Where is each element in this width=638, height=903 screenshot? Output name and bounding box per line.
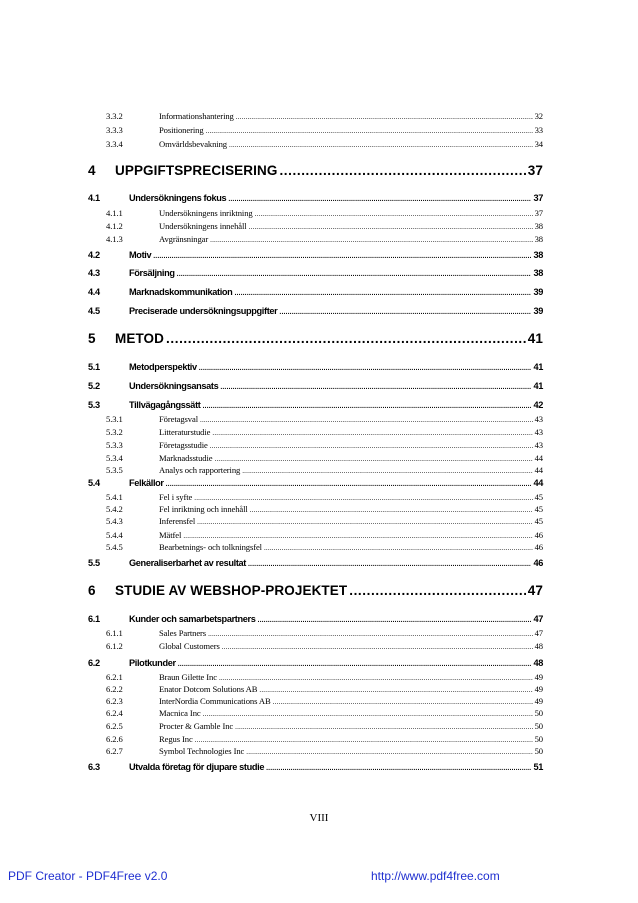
toc-entry-page: 48	[534, 641, 543, 651]
toc-dot-leader	[236, 113, 533, 121]
toc-entry-level-2[interactable]	[88, 614, 543, 624]
toc-entry-number: 5.4.4	[106, 530, 123, 540]
toc-entry-number: 6.3	[88, 762, 100, 772]
toc-dot-leader	[178, 661, 532, 668]
toc-entry-page: 50	[534, 708, 543, 718]
toc-dot-leader	[183, 532, 532, 540]
toc-entry-level-2[interactable]	[88, 381, 543, 391]
toc-entry-number: 5.1	[88, 362, 100, 372]
toc-entry-number: 5	[88, 331, 96, 346]
footer-creator-text: PDF Creator - PDF4Free v2.0	[8, 869, 168, 883]
toc-dot-leader	[234, 290, 531, 297]
toc-entry-level-3[interactable]	[88, 465, 543, 475]
toc-entry-page: 37	[527, 163, 543, 178]
toc-entry-title: Pilotkunder	[129, 658, 176, 668]
toc-entry-title: InterNordia Communications AB	[159, 696, 271, 706]
toc-dot-leader	[208, 630, 533, 638]
toc-entry-number: 6.1.2	[106, 641, 123, 651]
toc-entry-title: Försäljning	[129, 268, 175, 278]
toc-entry-title: Fel inriktning och innehåll	[159, 504, 248, 514]
toc-entry-number: 6.2.4	[106, 708, 123, 718]
toc-dot-leader	[197, 518, 532, 526]
toc-entry-page: 38	[534, 221, 543, 231]
toc-entry-number: 6.2	[88, 658, 100, 668]
toc-entry-level-2[interactable]	[88, 362, 543, 372]
toc-entry-level-3[interactable]	[88, 221, 543, 231]
toc-entry-title: Utvalda företag för djupare studie	[129, 762, 265, 772]
toc-entry-page: 50	[534, 721, 543, 731]
toc-entry-title: Regus Inc	[159, 734, 193, 744]
toc-entry-page: 37	[533, 193, 543, 203]
toc-entry-page: 43	[534, 440, 543, 450]
toc-entry-level-3[interactable]	[88, 440, 543, 450]
toc-dot-leader	[349, 583, 526, 598]
toc-dot-leader	[250, 506, 533, 514]
toc-entry-level-3[interactable]	[88, 641, 543, 651]
toc-entry-number: 5.4.2	[106, 504, 123, 514]
toc-entry-level-3[interactable]	[88, 504, 543, 514]
toc-entry-title: Bearbetnings- och tolkningsfel	[159, 542, 262, 552]
toc-entry-level-3[interactable]	[88, 721, 543, 731]
toc-entry-level-3[interactable]	[88, 672, 543, 682]
toc-entry-level-2[interactable]	[88, 287, 543, 297]
toc-entry-title: Avgränsningar	[159, 234, 209, 244]
toc-entry-page: 47	[533, 614, 543, 624]
toc-entry-number: 6.2.2	[106, 684, 123, 694]
toc-entry-level-3[interactable]	[88, 708, 543, 718]
toc-dot-leader	[259, 686, 532, 694]
toc-entry-level-3[interactable]	[88, 516, 543, 526]
toc-entry-number: 6.2.3	[106, 696, 123, 706]
toc-entry-page: 43	[534, 427, 543, 437]
toc-entry-title: Marknadskommunikation	[129, 287, 233, 297]
toc-entry-page: 49	[534, 684, 543, 694]
toc-entry-page: 38	[533, 268, 543, 278]
toc-entry-level-3[interactable]	[88, 746, 543, 756]
toc-dot-leader	[258, 617, 532, 624]
toc-entry-page: 42	[533, 400, 543, 410]
toc-entry-title: Undersökningsansats	[129, 381, 219, 391]
toc-entry-number: 3.3.2	[106, 111, 123, 121]
toc-entry-number: 4.1.1	[106, 208, 123, 218]
toc-entry-number: 6.2.7	[106, 746, 123, 756]
toc-dot-leader	[203, 403, 532, 410]
toc-entry-page: 51	[533, 762, 543, 772]
toc-dot-leader	[273, 698, 533, 706]
toc-entry-title: Global Customers	[159, 641, 220, 651]
toc-entry-level-3[interactable]	[88, 530, 543, 540]
toc-entry-title: Braun Gilette Inc	[159, 672, 217, 682]
toc-entry-number: 4	[88, 163, 96, 178]
toc-entry-title: Symbol Technologies Inc	[159, 746, 245, 756]
toc-entry-page: 39	[533, 306, 543, 316]
toc-entry-number: 6.1.1	[106, 628, 123, 638]
toc-entry-page: 44	[534, 465, 543, 475]
toc-entry-level-3[interactable]	[88, 414, 543, 424]
toc-dot-leader	[279, 309, 531, 316]
toc-entry-number: 5.3.2	[106, 427, 123, 437]
toc-entry-number: 6	[88, 583, 96, 598]
toc-entry-page: 41	[527, 331, 543, 346]
toc-entry-title: Omvärldsbevakning	[159, 139, 227, 149]
toc-entry-level-3[interactable]	[88, 734, 543, 744]
toc-entry-page: 47	[527, 583, 543, 598]
toc-entry-number: 3.3.4	[106, 139, 123, 149]
toc-entry-number: 5.2	[88, 381, 100, 391]
toc-dot-leader	[212, 429, 532, 437]
toc-entry-level-2[interactable]	[88, 306, 543, 316]
page-number: VIII	[309, 812, 329, 824]
toc-entry-title: Motiv	[129, 250, 152, 260]
toc-dot-leader	[210, 442, 533, 450]
toc-entry-page: 33	[534, 125, 543, 135]
toc-entry-level-2[interactable]	[88, 400, 543, 410]
toc-entry-level-3[interactable]	[88, 111, 543, 121]
toc-entry-page: 46	[534, 530, 543, 540]
toc-entry-title: Undersökningens inriktning	[159, 208, 253, 218]
toc-entry-number: 4.1.3	[106, 234, 123, 244]
toc-entry-number: 5.3.1	[106, 414, 123, 424]
toc-entry-title: STUDIE AV WEBSHOP-PROJEKTET	[115, 583, 348, 598]
toc-entry-number: 4.1	[88, 193, 100, 203]
toc-entry-title: Tillvägagångssätt	[129, 400, 201, 410]
toc-entry-level-3[interactable]	[88, 696, 543, 706]
toc-dot-leader	[200, 416, 533, 424]
toc-dot-leader	[255, 210, 533, 218]
toc-dot-leader	[242, 467, 532, 475]
toc-entry-page: 44	[534, 453, 543, 463]
toc-entry-level-2[interactable]	[88, 558, 543, 568]
toc-entry-page: 38	[533, 250, 543, 260]
toc-entry-title: Positionering	[159, 125, 204, 135]
toc-entry-title: Felkällor	[129, 478, 164, 488]
toc-entry-number: 5.4	[88, 478, 100, 488]
toc-entry-page: 41	[533, 362, 543, 372]
toc-entry-title: Metodperspektiv	[129, 362, 197, 372]
toc-entry-title: UPPGIFTSPRECISERING	[115, 163, 278, 178]
toc-dot-leader	[222, 643, 533, 651]
toc-entry-level-2[interactable]	[88, 658, 543, 668]
toc-entry-page: 39	[533, 287, 543, 297]
toc-entry-title: Undersökningens innehåll	[159, 221, 247, 231]
toc-entry-level-3[interactable]	[88, 453, 543, 463]
toc-entry-number: 5.3.3	[106, 440, 123, 450]
toc-entry-number: 4.1.2	[106, 221, 123, 231]
toc-entry-number: 6.2.1	[106, 672, 123, 682]
toc-entry-title: Procter & Gamble Inc	[159, 721, 234, 731]
toc-entry-level-1[interactable]	[88, 583, 543, 598]
toc-entry-level-3[interactable]	[88, 208, 543, 218]
toc-entry-page: 44	[533, 478, 543, 488]
toc-entry-title: Macnica Inc	[159, 708, 201, 718]
toc-entry-number: 5.3	[88, 400, 100, 410]
toc-entry-number: 4.4	[88, 287, 100, 297]
toc-entry-page: 38	[534, 234, 543, 244]
toc-entry-page: 41	[533, 381, 543, 391]
toc-dot-leader	[166, 331, 526, 346]
toc-dot-leader	[228, 196, 531, 203]
toc-entry-page: 43	[534, 414, 543, 424]
toc-entry-number: 3.3.3	[106, 125, 123, 135]
toc-entry-page: 46	[534, 542, 543, 552]
toc-entry-title: Kunder och samarbetspartners	[129, 614, 256, 624]
toc-entry-number: 5.4.1	[106, 492, 123, 502]
toc-entry-title: Inferensfel	[159, 516, 196, 526]
toc-dot-leader	[166, 481, 532, 488]
toc-dot-leader	[206, 127, 533, 135]
toc-entry-level-2[interactable]	[88, 193, 543, 203]
toc-dot-leader	[194, 494, 532, 502]
toc-entry-level-1[interactable]	[88, 163, 543, 178]
toc-entry-title: Företagsval	[159, 414, 198, 424]
toc-entry-number: 5.4.3	[106, 516, 123, 526]
toc-entry-level-1[interactable]	[88, 331, 543, 346]
toc-entry-title: Litteraturstudie	[159, 427, 211, 437]
toc-entry-level-2[interactable]	[88, 250, 543, 260]
toc-entry-page: 50	[534, 734, 543, 744]
toc-entry-number: 4.5	[88, 306, 100, 316]
toc-dot-leader	[229, 141, 533, 149]
toc-entry-number: 5.5	[88, 558, 100, 568]
toc-entry-number: 5.4.5	[106, 542, 123, 552]
toc-entry-number: 6.2.6	[106, 734, 123, 744]
toc-dot-leader	[203, 710, 533, 718]
toc-entry-title: Sales Partners	[159, 628, 207, 638]
toc-entry-page: 46	[533, 558, 543, 568]
toc-entry-level-2[interactable]	[88, 478, 543, 488]
toc-entry-title: Mätfel	[159, 530, 182, 540]
toc-entry-page: 34	[534, 139, 543, 149]
toc-entry-page: 45	[534, 492, 543, 502]
toc-entry-number: 4.3	[88, 268, 100, 278]
toc-dot-leader	[235, 723, 532, 731]
toc-entry-number: 5.3.4	[106, 453, 123, 463]
toc-entry-page: 45	[534, 504, 543, 514]
toc-entry-level-2[interactable]	[88, 762, 543, 772]
toc-dot-leader	[249, 223, 533, 231]
toc-entry-level-2[interactable]	[88, 268, 543, 278]
toc-dot-leader	[199, 365, 532, 372]
toc-entry-level-3[interactable]	[88, 542, 543, 552]
toc-dot-leader	[279, 163, 525, 178]
toc-dot-leader	[248, 561, 531, 568]
toc-entry-title: Generaliserbarhet av resultat	[129, 558, 247, 568]
toc-entry-page: 50	[534, 746, 543, 756]
toc-dot-leader	[266, 765, 531, 772]
toc-entry-page: 49	[534, 672, 543, 682]
toc-entry-page: 45	[534, 516, 543, 526]
toc-dot-leader	[215, 455, 533, 463]
toc-entry-level-3[interactable]	[88, 684, 543, 694]
toc-dot-leader	[195, 736, 533, 744]
toc-entry-title: Enator Dotcom Solutions AB	[159, 684, 258, 694]
toc-dot-leader	[264, 544, 533, 552]
toc-entry-number: 5.3.5	[106, 465, 123, 475]
toc-dot-leader	[210, 236, 532, 244]
toc-entry-number: 6.1	[88, 614, 100, 624]
toc-entry-title: METOD	[115, 331, 165, 346]
toc-entry-page: 32	[534, 111, 543, 121]
toc-entry-page: 48	[533, 658, 543, 668]
toc-entry-level-3[interactable]	[88, 427, 543, 437]
toc-dot-leader	[177, 271, 532, 278]
toc-entry-number: 6.2.5	[106, 721, 123, 731]
toc-entry-number: 4.2	[88, 250, 100, 260]
toc-dot-leader	[220, 384, 531, 391]
toc-entry-level-3[interactable]	[88, 125, 543, 135]
toc-entry-title: Analys och rapportering	[159, 465, 241, 475]
toc-entry-page: 49	[534, 696, 543, 706]
toc-dot-leader	[219, 674, 533, 682]
toc-entry-level-3[interactable]	[88, 234, 543, 244]
toc-entry-level-3[interactable]	[88, 628, 543, 638]
toc-entry-page: 37	[534, 208, 543, 218]
toc-entry-title: Undersökningens fokus	[129, 193, 227, 203]
toc-entry-level-3[interactable]	[88, 139, 543, 149]
toc-entry-title: Informationshantering	[159, 111, 234, 121]
toc-entry-title: Fel i syfte	[159, 492, 193, 502]
footer-url-link[interactable]: http://www.pdf4free.com	[371, 869, 500, 883]
toc-entry-title: Marknadsstudie	[159, 453, 213, 463]
toc-entry-page: 47	[534, 628, 543, 638]
toc-entry-level-3[interactable]	[88, 492, 543, 502]
toc-dot-leader	[153, 253, 531, 260]
toc-dot-leader	[246, 748, 532, 756]
toc-entry-title: Företagsstudie	[159, 440, 208, 450]
toc-entry-title: Preciserade undersökningsuppgifter	[129, 306, 278, 316]
